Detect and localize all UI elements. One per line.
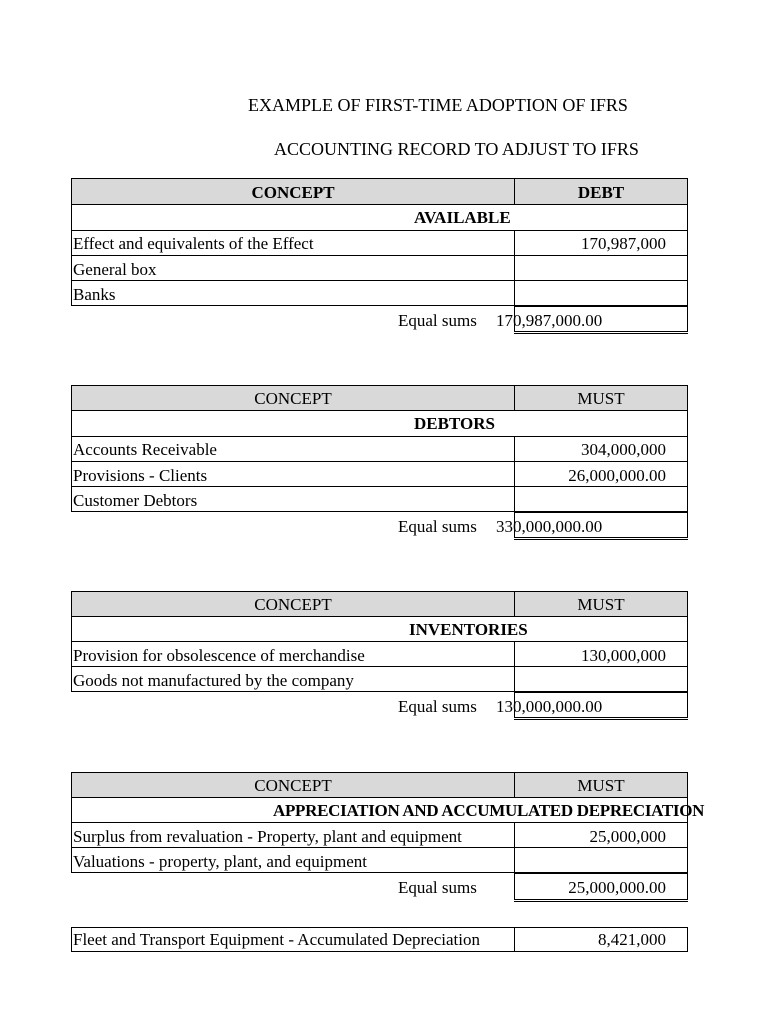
concept-header: CONCEPT [251,183,335,202]
table-row-amount [514,486,688,512]
amount-header: MUST [577,776,625,795]
row-value: 304,000,000 [581,440,666,459]
table-row-amount [514,280,688,306]
double-underline [514,539,688,540]
amount-header: DEBT [577,183,625,202]
section-title: AVAILABLE [414,208,511,227]
table-row-amount [514,666,688,692]
row-label: Customer Debtors [73,491,198,510]
amount-header: MUST [577,389,625,408]
row-label: Banks [73,285,116,304]
row-label: Surplus from revaluation - Property, plant and equipment [73,827,462,846]
concept-header: CONCEPT [254,776,332,795]
row-label: Provisions - Clients [73,466,208,485]
section-title: INVENTORIES [409,620,528,639]
row-label: Provision for obsolescence of merchandise [73,646,365,665]
double-underline [514,719,688,720]
total-value: 130,000,000.00 [496,697,603,716]
double-underline [514,901,688,902]
table-row [71,280,515,306]
row-label: Goods not manufactured by the company [73,671,354,690]
table-row-amount [514,847,688,873]
section-title: DEBTORS [414,414,495,433]
amount-header: MUST [577,595,625,614]
section-row [71,410,688,437]
row-label: Effect and equivalents of the Effect [73,234,314,253]
concept-header: CONCEPT [254,595,332,614]
total-label: Equal sums [398,697,477,716]
row-value: 8,421,000 [598,930,666,949]
row-value: 130,000,000 [581,646,666,665]
section-row [71,616,688,642]
row-label: General box [73,260,157,279]
section-title: APPRECIATION AND ACCUMULATED DEPRECIATION [273,801,705,820]
table-row-amount [514,255,688,281]
row-value: 25,000,000 [589,827,666,846]
row-value: 26,000,000.00 [568,466,666,485]
total-label: Equal sums [398,517,477,536]
page-subtitle: ACCOUNTING RECORD TO ADJUST TO IFRS [274,139,639,159]
total-value: 330,000,000.00 [496,517,603,536]
concept-header: CONCEPT [254,389,332,408]
row-label: Accounts Receivable [73,440,217,459]
double-underline [514,333,688,334]
row-value: 170,987,000 [581,234,666,253]
section-row [71,204,688,231]
row-label: Valuations - property, plant, and equipment [73,852,367,871]
total-label: Equal sums [398,311,477,330]
total-label: Equal sums [398,878,477,897]
page-title: EXAMPLE OF FIRST-TIME ADOPTION OF IFRS [248,95,628,115]
total-value: 25,000,000.00 [568,878,666,897]
total-value: 170,987,000.00 [496,311,603,330]
row-label: Fleet and Transport Equipment - Accumulated Depreciation [73,930,480,949]
